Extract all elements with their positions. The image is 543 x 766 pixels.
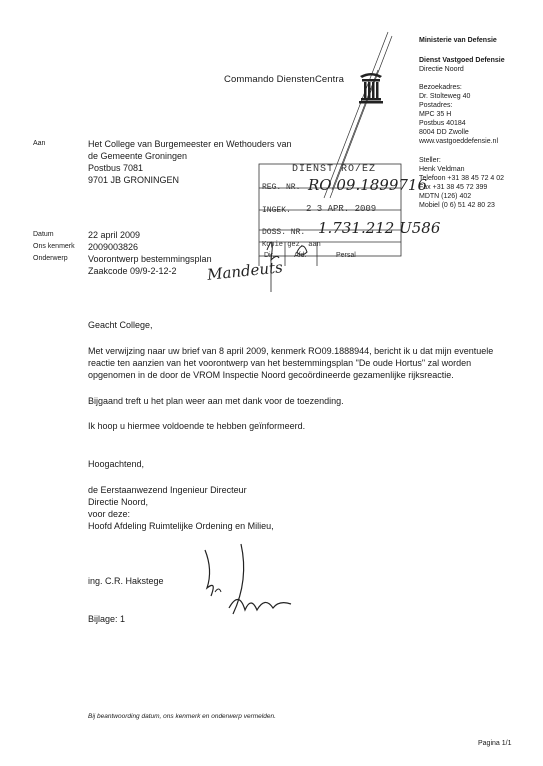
- date-label: Datum: [33, 231, 54, 238]
- reference-value: 2009003826: [88, 242, 139, 252]
- date-value: 22 april 2009: [88, 230, 141, 240]
- contact-name: Henk Veldman: [419, 166, 465, 173]
- signature-line: Directie Noord,: [88, 497, 149, 507]
- reference-label: Ons kenmerk: [33, 243, 75, 250]
- signature-line: voor deze:: [88, 509, 131, 519]
- paragraph-line: Met verwijzing naar uw brief van 8 april 2009, kenmerk RO09.1888944, bericht ik u dat mijn eventuele: [88, 346, 494, 356]
- stamp-reg-label: REG. NR.: [262, 183, 301, 192]
- sender-info: [419, 36, 537, 210]
- salutation: Geacht College,: [88, 320, 153, 330]
- stamp-title: DIENST RO/EZ: [292, 164, 377, 175]
- signature-block: [88, 484, 274, 532]
- stamp-reg-value: RO 09.1899716: [308, 176, 428, 194]
- reply-instruction: Bij beantwoording datum, ons kenmerk en onderwerp vermelden.: [88, 713, 276, 720]
- address-line: 9701 JB GRONINGEN: [88, 175, 180, 185]
- handwritten-note: Mandeuts: [206, 258, 284, 284]
- signature-line: Hoofd Afdeling Ruimtelijke Ordening en Milieu,: [88, 521, 274, 531]
- subject-label: Onderwerp: [33, 255, 68, 262]
- contact-fax: Fax +31 38 45 72 399: [419, 184, 488, 191]
- attachment-count: Bijlage: 1: [88, 614, 126, 624]
- visit-address-label: Bezoekadres:: [419, 84, 462, 91]
- signature-line: de Eerstaanwezend Ingenieur Directeur: [88, 485, 247, 495]
- department-name: Dienst Vastgoed Defensie: [419, 57, 505, 64]
- address-line: Postbus 7081: [88, 163, 144, 173]
- contact-phone: Telefoon +31 38 45 72 4 02: [419, 175, 505, 182]
- postal-address-line: MPC 35 H: [419, 111, 452, 118]
- stamp-copy-label: Kopie gez. aan: [262, 241, 321, 249]
- handwritten-signature: [195, 540, 305, 630]
- paragraph-2: Bijgaand treft u het plan weer aan met dank voor de toezending.: [88, 396, 344, 406]
- postal-address-line: Postbus 40184: [419, 120, 466, 127]
- subject-value: Voorontwerp bestemmingsplan: [88, 254, 212, 264]
- paragraph-3: Ik hoop u hiermee voldoende te hebben geïnformeerd.: [88, 421, 306, 431]
- paragraph-line: reactie ten aanzien van het voorontwerp van het bestemmingsplan "De oude Hortus" zal worden: [88, 358, 472, 368]
- ministry-name: Ministerie van Defensie: [419, 37, 497, 44]
- stamp-col-persal: Persal: [336, 252, 356, 259]
- contact-mdtn: MDTN (126) 402: [419, 193, 472, 200]
- address-line: Het College van Burgemeester en Wethouders van: [88, 139, 292, 149]
- stamp-doss-value: 1.731.212 U586: [318, 219, 441, 237]
- column-icon: [358, 70, 384, 104]
- paragraph-line: opgenomen in de door de VROM Inspectie Noord gecoördineerde gezamenlijke rijksreactie.: [88, 370, 454, 380]
- stamp-col-dir: Dir.: [264, 252, 275, 259]
- stamp-col-afd: Afd.: [294, 252, 307, 259]
- contact-mobile: Mobiel (0 6) 51 42 80 23: [419, 202, 495, 209]
- address-line: de Gemeente Groningen: [88, 151, 188, 161]
- contact-label: Steller:: [419, 157, 441, 164]
- paragraph-1: [88, 345, 508, 381]
- postal-address-line: 8004 DD Zwolle: [419, 129, 469, 136]
- case-code: Zaakcode 09/9-2-12-2: [88, 266, 177, 276]
- visit-address-line: Dr. Stolteweg 40: [419, 93, 471, 100]
- stamp-ingek-label: INGEK.: [262, 206, 291, 215]
- postal-address-label: Postadres:: [419, 102, 453, 109]
- stamp-ingek-value: 2 3 APR. 2009: [306, 204, 377, 214]
- recipient-label: Aan: [33, 140, 46, 147]
- signer-name: ing. C.R. Hakstege: [88, 576, 164, 586]
- website-link[interactable]: www.vastgoeddefensie.nl: [419, 138, 498, 145]
- closing: Hoogachtend,: [88, 459, 145, 469]
- page-number: Pagina 1/1: [478, 740, 512, 747]
- division-name: Directie Noord: [419, 66, 464, 73]
- organization-name: Commando DienstenCentra: [224, 74, 345, 85]
- stamp-doss-label: DOSS. NR.: [262, 228, 306, 237]
